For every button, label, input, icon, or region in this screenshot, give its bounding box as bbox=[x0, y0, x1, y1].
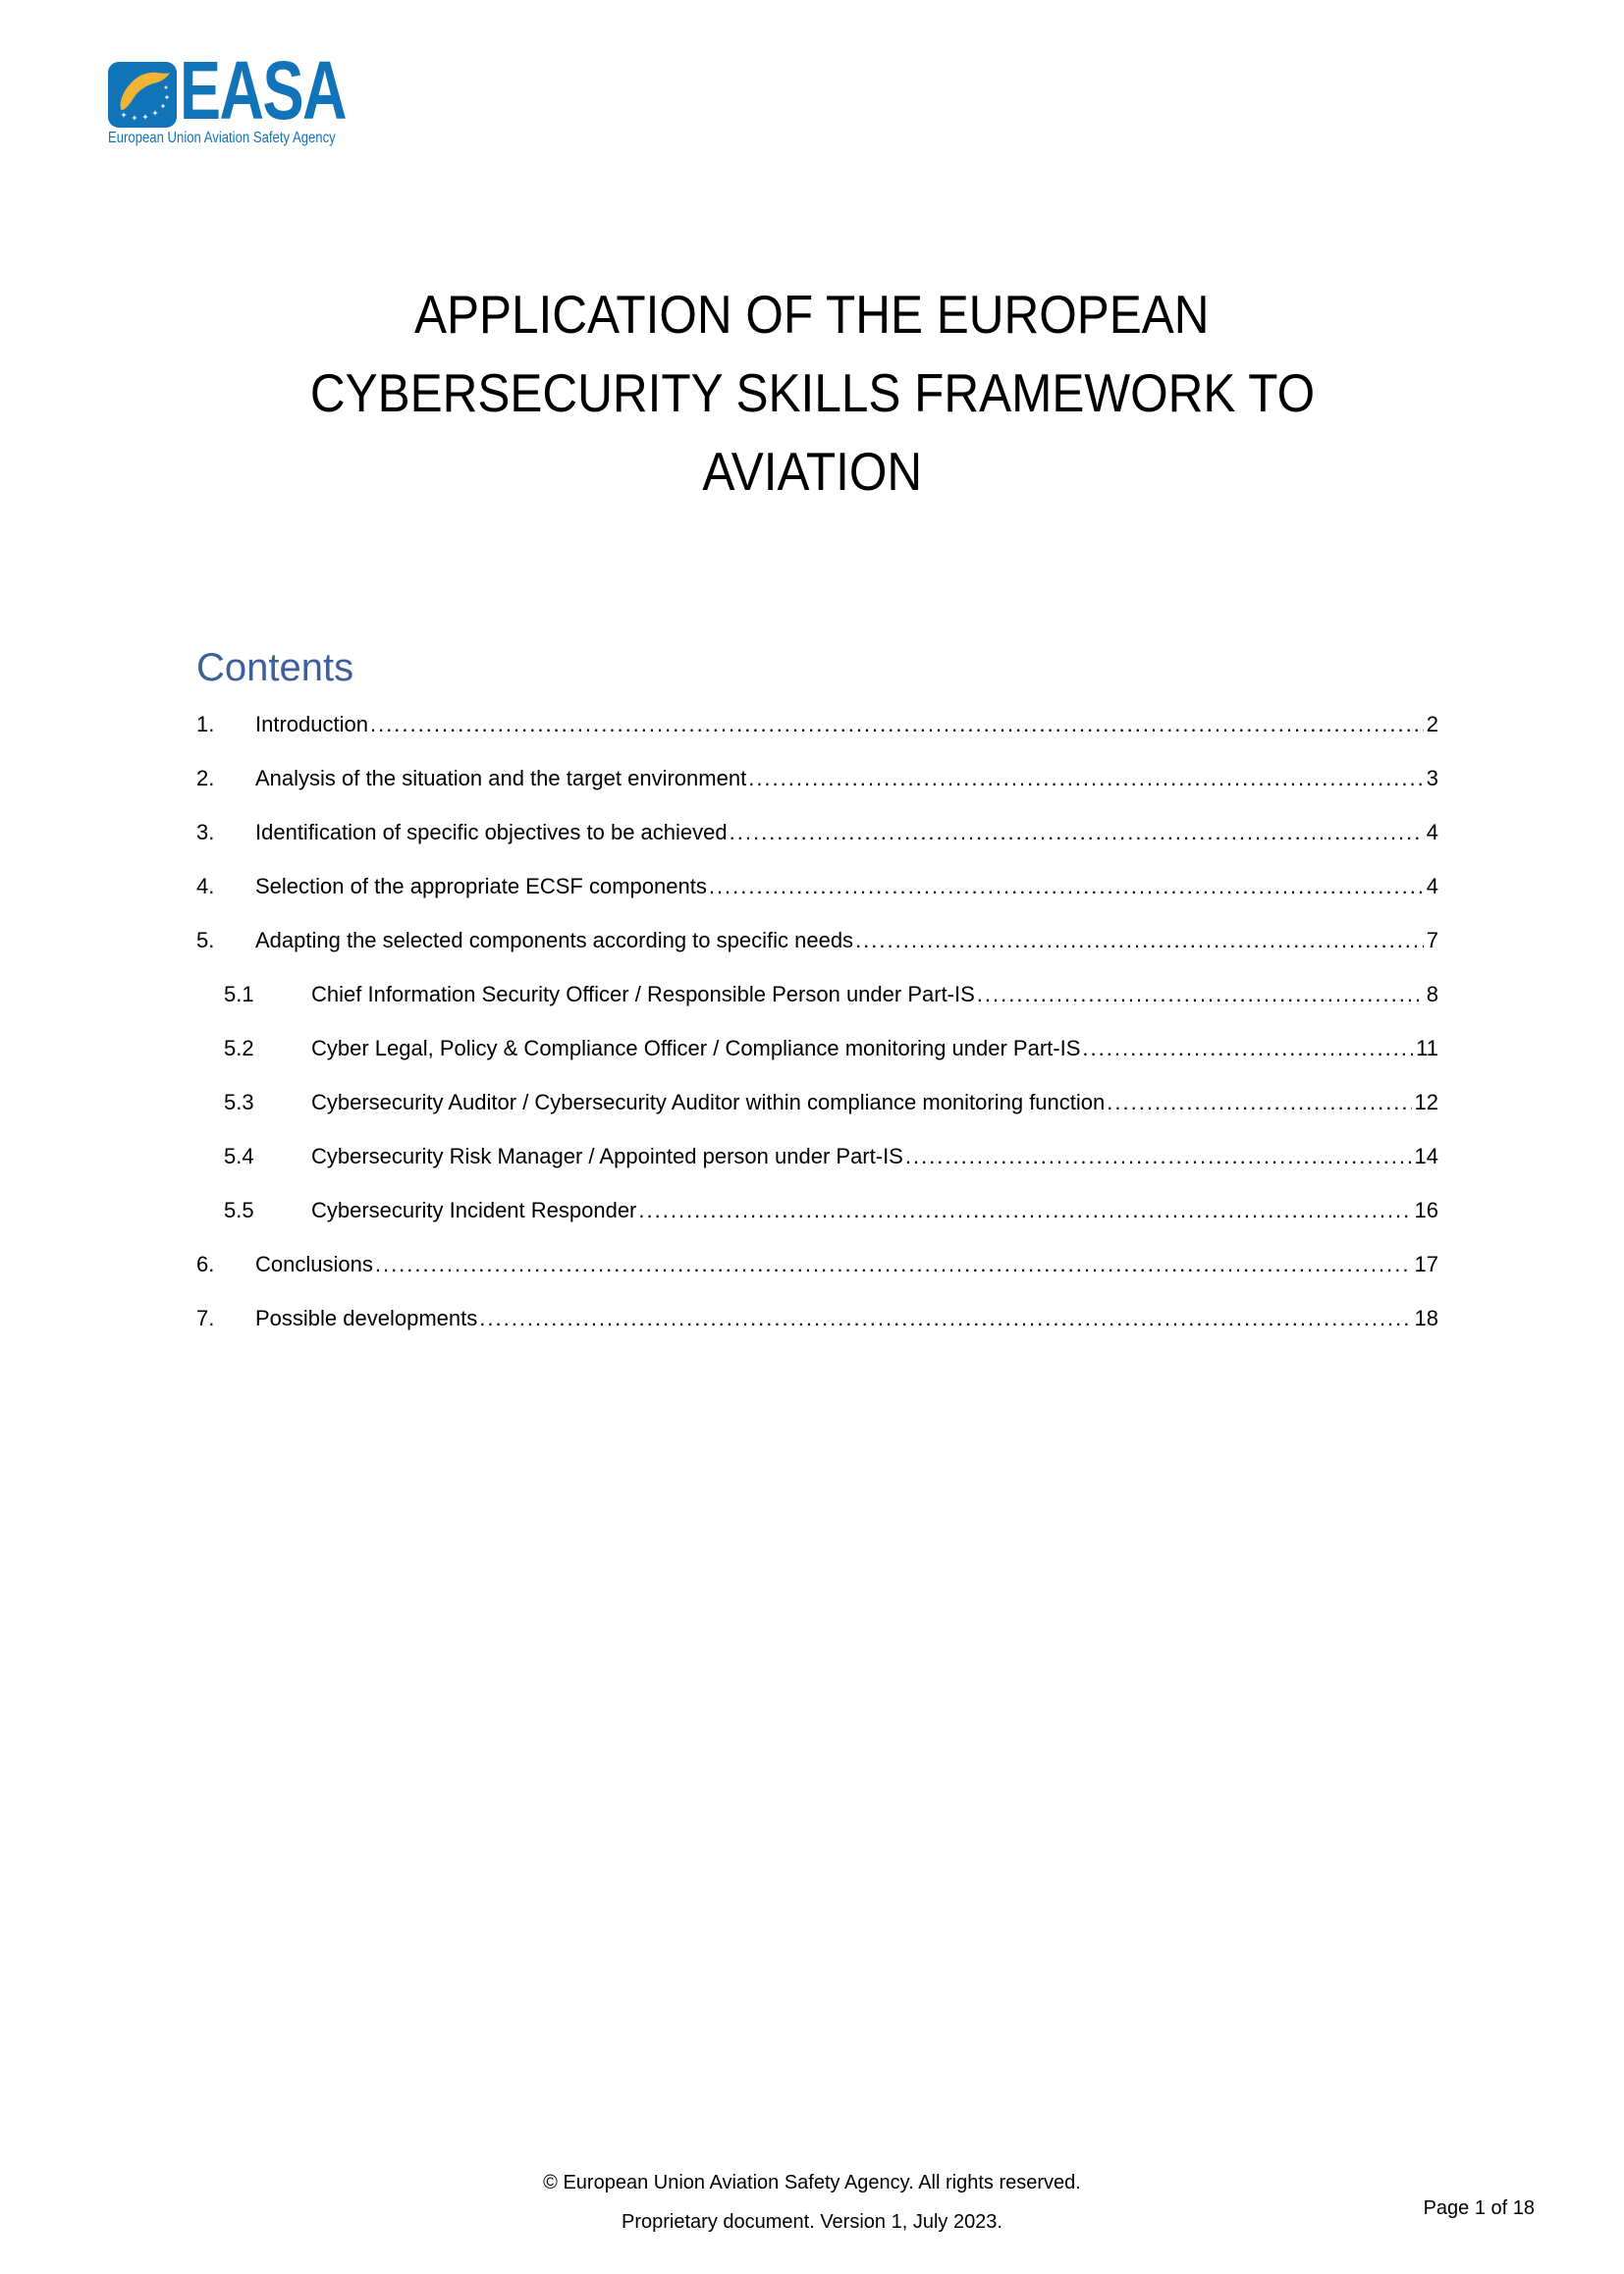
toc-entry-number: 7. bbox=[196, 1306, 215, 1330]
toc-leader bbox=[370, 711, 1424, 738]
toc-leader bbox=[977, 981, 1424, 1008]
toc-entry-label: Cybersecurity Risk Manager / Appointed person under Part-IS bbox=[311, 1144, 903, 1168]
footer bbox=[0, 2163, 1624, 2242]
toc-entry[interactable] bbox=[196, 1143, 1438, 1170]
toc-entry-number: 5.1 bbox=[224, 982, 254, 1006]
toc-entry[interactable] bbox=[196, 873, 1438, 900]
title-line-2: CYBERSECURITY SKILLS FRAMEWORK TO bbox=[309, 362, 1315, 423]
toc-leader bbox=[709, 873, 1424, 900]
toc-leader bbox=[855, 927, 1424, 954]
toc-entry-label: Cybersecurity Incident Responder bbox=[311, 1198, 637, 1222]
toc-entry-page: 4 bbox=[1426, 820, 1438, 844]
toc-entry-label: Conclusions bbox=[255, 1252, 373, 1276]
toc-entry-label: Chief Information Security Officer / Responsible Person under Part-IS bbox=[311, 982, 975, 1006]
title-line-1: APPLICATION OF THE EUROPEAN bbox=[414, 284, 1210, 345]
toc-entry-number: 1. bbox=[196, 712, 215, 736]
toc-entry-label: Cyber Legal, Policy & Compliance Officer / Compliance monitoring under Part-IS bbox=[311, 1036, 1081, 1060]
toc-entry-page: 2 bbox=[1426, 712, 1438, 736]
toc-entry-number: 2. bbox=[196, 766, 215, 790]
page-indicator: Page 1 of 18 bbox=[1423, 2197, 1535, 2219]
toc-entry[interactable] bbox=[196, 1197, 1438, 1224]
toc-entry-label: Identification of specific objectives to be achieved bbox=[255, 820, 728, 844]
toc-entry-page: 8 bbox=[1426, 982, 1438, 1006]
toc bbox=[196, 711, 1438, 1359]
footer-version: Proprietary document. Version 1, July 2023. bbox=[622, 2211, 1002, 2233]
toc-leader bbox=[638, 1197, 1411, 1224]
footer-copyright: © European Union Aviation Safety Agency. All rights reserved. bbox=[543, 2172, 1081, 2193]
toc-entry-number: 3. bbox=[196, 820, 215, 844]
easa-tagline: European Union Aviation Safety Agency bbox=[108, 130, 336, 146]
toc-entry[interactable] bbox=[196, 819, 1438, 846]
toc-entry[interactable] bbox=[196, 1305, 1438, 1332]
logo-square bbox=[108, 62, 177, 128]
toc-entry-number: 5.5 bbox=[224, 1198, 254, 1222]
document-title bbox=[0, 275, 1624, 511]
toc-entry-label: Selection of the appropriate ECSF components bbox=[255, 874, 707, 898]
toc-entry-number: 5.4 bbox=[224, 1144, 254, 1168]
toc-leader bbox=[1082, 1035, 1413, 1062]
toc-entry-page: 3 bbox=[1426, 766, 1438, 790]
toc-entry-number: 5.2 bbox=[224, 1036, 254, 1060]
toc-entry[interactable] bbox=[196, 1089, 1438, 1116]
contents-heading: Contents bbox=[196, 646, 354, 689]
toc-entry-label: Possible developments bbox=[255, 1306, 478, 1330]
toc-leader bbox=[730, 819, 1424, 846]
toc-entry-number: 6. bbox=[196, 1252, 215, 1276]
toc-entry-page: 12 bbox=[1414, 1090, 1438, 1114]
toc-leader bbox=[905, 1143, 1412, 1170]
toc-entry-number: 4. bbox=[196, 874, 215, 898]
toc-entry-page: 4 bbox=[1426, 874, 1438, 898]
toc-entry[interactable] bbox=[196, 711, 1438, 738]
toc-entry-page: 11 bbox=[1416, 1036, 1438, 1060]
toc-entry-label: Analysis of the situation and the target environment bbox=[255, 766, 747, 790]
toc-entry-label: Cybersecurity Auditor / Cybersecurity Auditor within compliance monitoring function bbox=[311, 1090, 1106, 1114]
toc-entry[interactable] bbox=[196, 981, 1438, 1008]
toc-leader bbox=[1107, 1089, 1411, 1116]
toc-entry-page: 16 bbox=[1414, 1198, 1438, 1222]
toc-entry[interactable] bbox=[196, 927, 1438, 954]
toc-entry-label: Adapting the selected components according to specific needs bbox=[255, 928, 854, 952]
toc-entry[interactable] bbox=[196, 1251, 1438, 1278]
toc-entry-label: Introduction bbox=[255, 712, 368, 736]
toc-entry-number: 5.3 bbox=[224, 1090, 254, 1114]
toc-entry-page: 7 bbox=[1426, 928, 1438, 952]
toc-entry-page: 14 bbox=[1414, 1144, 1438, 1168]
toc-leader bbox=[479, 1305, 1411, 1332]
toc-entry-number: 5. bbox=[196, 928, 215, 952]
title-line-3: AVIATION bbox=[702, 441, 922, 502]
toc-entry-page: 18 bbox=[1414, 1306, 1438, 1330]
easa-wordmark: EASA bbox=[180, 44, 347, 136]
toc-leader bbox=[375, 1251, 1412, 1278]
easa-logo-mark bbox=[108, 62, 177, 128]
toc-entry-page: 17 bbox=[1414, 1252, 1438, 1276]
toc-entry[interactable] bbox=[196, 765, 1438, 792]
toc-entry[interactable] bbox=[196, 1035, 1438, 1062]
toc-leader bbox=[748, 765, 1424, 792]
